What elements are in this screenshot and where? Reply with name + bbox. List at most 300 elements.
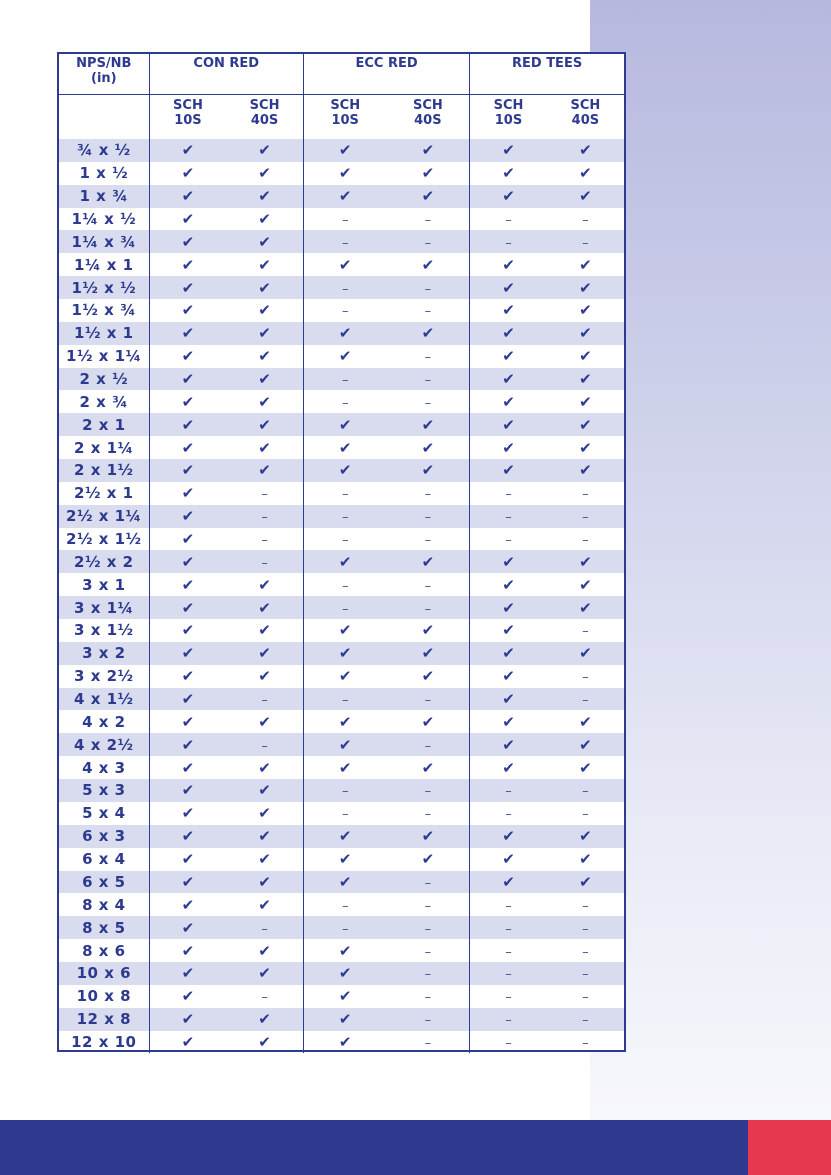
table-row — [59, 871, 624, 894]
availability-cell — [149, 368, 226, 391]
availability-cell — [149, 528, 226, 551]
table-row — [59, 253, 624, 276]
check-icon: ✔ — [579, 735, 592, 754]
check-icon: ✔ — [502, 872, 515, 891]
availability-cell — [303, 848, 386, 871]
size-cell: 3 x 1 — [82, 575, 126, 594]
check-icon: ✔ — [502, 415, 515, 434]
check-icon: ✔ — [421, 461, 435, 480]
check-icon: ✔ — [181, 598, 195, 617]
dash-icon: – — [424, 578, 432, 594]
availability-cell — [303, 230, 386, 253]
size-cell: 2 x 1½ — [59, 459, 149, 482]
availability-cell — [547, 665, 624, 688]
availability-cell — [303, 893, 386, 916]
size-cell: 8 x 5 — [59, 916, 149, 939]
check-icon: ✔ — [181, 712, 195, 731]
dash-icon: – — [424, 944, 432, 960]
size-cell: 6 x 4 — [82, 850, 126, 869]
availability-cell — [303, 162, 386, 185]
availability-cell — [547, 848, 624, 871]
group-header-ecc-red: ECC RED — [303, 54, 469, 95]
check-icon: ✔ — [258, 1010, 271, 1029]
subheader-tees-sch10s: SCH 10S — [470, 95, 547, 140]
size-cell: 1 x ¾ — [59, 185, 149, 208]
size-cell: 1½ x 1¼ — [66, 347, 142, 366]
check-icon: ✔ — [421, 255, 435, 274]
size-cell: 3 x 1¼ — [59, 596, 149, 619]
availability-cell — [470, 139, 547, 162]
check-icon: ✔ — [502, 347, 515, 366]
size-cell: 2 x ¾ — [79, 392, 129, 411]
availability-cell — [387, 368, 470, 391]
dash-icon: – — [505, 921, 512, 937]
check-icon: ✔ — [421, 164, 435, 183]
availability-cell — [547, 779, 624, 802]
check-icon: ✔ — [258, 941, 271, 960]
dash-icon: – — [582, 784, 589, 800]
check-icon: ✔ — [258, 667, 271, 686]
check-icon: ✔ — [338, 438, 352, 457]
dash-icon: – — [424, 235, 432, 251]
availability-cell — [387, 573, 470, 596]
availability-cell — [226, 619, 303, 642]
table-row — [59, 505, 624, 528]
availability-cell — [387, 848, 470, 871]
check-icon: ✔ — [579, 758, 592, 777]
availability-cell — [547, 1031, 624, 1054]
availability-cell — [149, 322, 226, 345]
availability-cell — [470, 253, 547, 276]
dash-icon: – — [341, 693, 349, 709]
check-icon: ✔ — [181, 895, 195, 914]
check-icon: ✔ — [181, 850, 195, 869]
check-icon: ✔ — [258, 964, 271, 983]
availability-cell — [387, 1008, 470, 1031]
table-row — [59, 208, 624, 231]
size-cell: 5 x 3 — [59, 779, 149, 802]
check-icon: ✔ — [579, 324, 592, 343]
check-icon: ✔ — [421, 827, 435, 846]
availability-cell — [387, 322, 470, 345]
availability-cell — [387, 208, 470, 231]
check-icon: ✔ — [181, 690, 195, 709]
header-row-groups — [59, 54, 624, 95]
check-icon: ✔ — [502, 255, 515, 274]
check-icon: ✔ — [579, 598, 592, 617]
table-row — [59, 939, 624, 962]
availability-grid — [59, 54, 624, 1053]
dash-icon: – — [505, 784, 512, 800]
dash-icon: – — [582, 235, 589, 251]
check-icon: ✔ — [258, 644, 271, 663]
availability-cell — [387, 139, 470, 162]
availability-cell — [470, 299, 547, 322]
check-icon: ✔ — [502, 758, 515, 777]
size-cell: 2 x 1¼ — [74, 438, 134, 457]
dash-icon: – — [582, 213, 589, 228]
availability-cell — [470, 871, 547, 894]
availability-cell — [547, 688, 624, 711]
subheader-con-sch40s: SCH 40S — [249, 98, 280, 128]
check-icon: ✔ — [181, 370, 195, 389]
table-row — [59, 1008, 624, 1031]
size-cell: 12 x 8 — [59, 1008, 149, 1031]
check-icon: ✔ — [338, 621, 352, 640]
availability-cell — [303, 985, 386, 1008]
availability-cell — [303, 139, 386, 162]
availability-cell — [226, 756, 303, 779]
dash-icon: – — [341, 373, 349, 389]
dash-icon: – — [582, 487, 589, 503]
availability-cell — [547, 162, 624, 185]
availability-cell — [226, 596, 303, 619]
check-icon: ✔ — [338, 872, 352, 891]
table-row — [59, 733, 624, 756]
availability-cell — [387, 893, 470, 916]
availability-cell — [149, 208, 226, 231]
availability-cell — [226, 368, 303, 391]
dash-icon: – — [424, 304, 432, 320]
dash-icon: – — [424, 281, 432, 297]
check-icon: ✔ — [421, 187, 435, 206]
availability-cell — [226, 505, 303, 528]
check-icon: ✔ — [181, 530, 195, 549]
table-row — [59, 688, 624, 711]
availability-cell — [547, 390, 624, 413]
availability-cell — [226, 985, 303, 1008]
check-icon: ✔ — [258, 621, 271, 640]
availability-cell — [149, 916, 226, 939]
size-column-spacer — [59, 95, 149, 140]
check-icon: ✔ — [502, 324, 515, 343]
availability-cell — [226, 253, 303, 276]
check-icon: ✔ — [258, 1032, 271, 1051]
dash-icon: – — [582, 990, 589, 1006]
availability-cell — [387, 505, 470, 528]
dash-icon: – — [424, 213, 432, 228]
availability-cell — [303, 185, 386, 208]
availability-cell — [387, 459, 470, 482]
availability-cell — [470, 413, 547, 436]
availability-cell — [470, 779, 547, 802]
check-icon: ✔ — [258, 895, 271, 914]
availability-cell — [149, 939, 226, 962]
check-icon: ✔ — [181, 964, 195, 983]
check-icon: ✔ — [502, 575, 515, 594]
check-icon: ✔ — [258, 370, 271, 389]
table-row — [59, 322, 624, 345]
availability-cell — [303, 596, 386, 619]
check-icon: ✔ — [338, 347, 352, 366]
table-row — [59, 185, 624, 208]
check-icon: ✔ — [502, 187, 515, 206]
size-cell: 1¼ x ½ — [71, 210, 137, 228]
availability-cell — [303, 482, 386, 505]
table-row — [59, 368, 624, 391]
availability-cell — [303, 802, 386, 825]
check-icon: ✔ — [181, 278, 195, 297]
availability-cell — [226, 390, 303, 413]
size-cell: 1½ x ½ — [59, 276, 149, 299]
check-icon: ✔ — [502, 370, 515, 389]
size-cell: 4 x 1½ — [59, 688, 149, 711]
size-cell: 2½ x 2 — [59, 550, 149, 573]
check-icon: ✔ — [181, 827, 195, 846]
check-icon: ✔ — [502, 827, 515, 846]
size-cell: ¾ x ½ — [59, 139, 149, 162]
availability-cell — [226, 1008, 303, 1031]
check-icon: ✔ — [258, 210, 271, 228]
reducer-availability-table — [57, 52, 626, 1052]
check-icon: ✔ — [181, 1032, 195, 1051]
availability-cell — [226, 185, 303, 208]
availability-cell — [547, 299, 624, 322]
availability-cell — [387, 1031, 470, 1054]
availability-cell — [470, 1008, 547, 1031]
availability-cell — [387, 596, 470, 619]
availability-cell — [547, 528, 624, 551]
table-row — [59, 802, 624, 825]
availability-cell — [149, 596, 226, 619]
check-icon: ✔ — [338, 552, 352, 571]
availability-cell — [470, 962, 547, 985]
check-icon: ✔ — [502, 438, 515, 457]
size-cell: 5 x 4 — [82, 804, 126, 823]
dash-icon: – — [505, 487, 512, 503]
dash-icon: – — [505, 898, 512, 914]
availability-cell — [547, 825, 624, 848]
availability-cell — [303, 733, 386, 756]
availability-cell — [149, 665, 226, 688]
check-icon: ✔ — [338, 758, 352, 777]
subheader-tees-sch40s: SCH 40S — [570, 98, 601, 128]
check-icon: ✔ — [181, 758, 195, 777]
availability-cell — [387, 779, 470, 802]
check-icon: ✔ — [579, 347, 592, 366]
check-icon: ✔ — [338, 324, 352, 343]
availability-cell — [226, 825, 303, 848]
check-icon: ✔ — [258, 347, 271, 366]
check-icon: ✔ — [258, 872, 271, 891]
check-icon: ✔ — [181, 347, 195, 366]
dash-icon: – — [261, 738, 268, 754]
table-row — [59, 413, 624, 436]
dash-icon: – — [505, 510, 512, 526]
availability-cell — [387, 825, 470, 848]
dash-icon: – — [582, 533, 589, 549]
availability-cell — [470, 939, 547, 962]
availability-cell — [149, 733, 226, 756]
availability-cell — [547, 253, 624, 276]
availability-cell — [226, 208, 303, 231]
dash-icon: – — [582, 1013, 589, 1029]
availability-cell — [470, 208, 547, 231]
check-icon: ✔ — [421, 644, 435, 663]
availability-cell — [226, 848, 303, 871]
availability-cell — [149, 688, 226, 711]
check-icon: ✔ — [338, 164, 352, 183]
availability-cell — [470, 802, 547, 825]
availability-cell — [303, 436, 386, 459]
check-icon: ✔ — [579, 301, 592, 320]
availability-cell — [387, 962, 470, 985]
availability-cell — [470, 733, 547, 756]
availability-cell — [149, 802, 226, 825]
check-icon: ✔ — [181, 392, 195, 411]
availability-cell — [547, 413, 624, 436]
availability-cell — [387, 665, 470, 688]
availability-cell — [149, 1008, 226, 1031]
check-icon: ✔ — [502, 552, 515, 571]
availability-cell — [303, 322, 386, 345]
availability-cell — [387, 185, 470, 208]
availability-cell — [387, 436, 470, 459]
check-icon: ✔ — [579, 415, 592, 434]
table-row — [59, 893, 624, 916]
table-row — [59, 436, 624, 459]
availability-cell — [226, 871, 303, 894]
size-cell: 1¼ x 1 — [74, 255, 134, 274]
availability-cell — [470, 756, 547, 779]
availability-cell — [470, 322, 547, 345]
size-cell: 4 x 2 — [82, 712, 126, 731]
availability-cell — [470, 162, 547, 185]
availability-cell — [149, 505, 226, 528]
availability-cell — [387, 756, 470, 779]
availability-cell — [226, 939, 303, 962]
dash-icon: – — [505, 1013, 512, 1029]
size-cell: 8 x 6 — [82, 941, 126, 960]
availability-cell — [547, 459, 624, 482]
availability-cell — [547, 1008, 624, 1031]
table-row — [59, 619, 624, 642]
availability-cell — [470, 688, 547, 711]
check-icon: ✔ — [579, 187, 592, 206]
availability-cell — [303, 939, 386, 962]
availability-cell — [470, 573, 547, 596]
availability-cell — [149, 893, 226, 916]
availability-cell — [303, 368, 386, 391]
availability-cell — [149, 459, 226, 482]
availability-cell — [387, 916, 470, 939]
availability-cell — [387, 710, 470, 733]
check-icon: ✔ — [181, 301, 195, 320]
availability-cell — [470, 482, 547, 505]
dash-icon: – — [341, 281, 349, 297]
dash-icon: – — [582, 967, 589, 983]
dash-icon: – — [582, 693, 589, 709]
table-row — [59, 162, 624, 185]
check-icon: ✔ — [421, 850, 435, 869]
dash-icon: – — [424, 738, 432, 754]
availability-cell — [226, 299, 303, 322]
check-icon: ✔ — [502, 461, 515, 480]
dash-icon: – — [424, 807, 432, 823]
dash-icon: – — [424, 533, 432, 549]
table-row — [59, 482, 624, 505]
table-row — [59, 230, 624, 253]
check-icon: ✔ — [181, 141, 195, 160]
availability-cell — [149, 825, 226, 848]
availability-cell — [303, 573, 386, 596]
availability-cell — [470, 550, 547, 573]
availability-cell — [226, 322, 303, 345]
check-icon: ✔ — [181, 232, 195, 251]
check-icon: ✔ — [181, 804, 195, 823]
check-icon: ✔ — [181, 941, 195, 960]
availability-cell — [387, 253, 470, 276]
dash-icon: – — [261, 990, 268, 1006]
availability-cell — [303, 871, 386, 894]
availability-cell — [387, 802, 470, 825]
check-icon: ✔ — [579, 392, 592, 411]
availability-cell — [547, 573, 624, 596]
check-icon: ✔ — [181, 484, 195, 503]
availability-cell — [149, 482, 226, 505]
check-icon: ✔ — [502, 278, 515, 297]
check-icon: ✔ — [502, 392, 515, 411]
availability-cell — [547, 436, 624, 459]
check-icon: ✔ — [579, 370, 592, 389]
table-row — [59, 390, 624, 413]
availability-cell — [226, 962, 303, 985]
availability-cell — [226, 710, 303, 733]
availability-cell — [470, 505, 547, 528]
check-icon: ✔ — [258, 415, 271, 434]
availability-cell — [226, 139, 303, 162]
check-icon: ✔ — [338, 1032, 352, 1051]
dash-icon: – — [582, 921, 589, 937]
table-row — [59, 825, 624, 848]
dash-icon: – — [424, 601, 432, 617]
availability-cell — [387, 642, 470, 665]
group-header-con-red: CON RED — [149, 54, 303, 95]
availability-cell — [303, 779, 386, 802]
check-icon: ✔ — [181, 621, 195, 640]
availability-cell — [387, 871, 470, 894]
availability-cell — [303, 1031, 386, 1054]
table-row — [59, 848, 624, 871]
availability-cell — [226, 665, 303, 688]
availability-cell — [547, 505, 624, 528]
check-icon: ✔ — [181, 575, 195, 594]
availability-cell — [149, 299, 226, 322]
check-icon: ✔ — [579, 872, 592, 891]
check-icon: ✔ — [421, 758, 435, 777]
check-icon: ✔ — [258, 827, 271, 846]
check-icon: ✔ — [181, 667, 195, 686]
size-cell: 12 x 10 — [71, 1032, 137, 1051]
check-icon: ✔ — [258, 850, 271, 869]
availability-cell — [226, 528, 303, 551]
check-icon: ✔ — [579, 141, 592, 160]
check-icon: ✔ — [181, 644, 195, 663]
availability-cell — [303, 208, 386, 231]
dash-icon: – — [505, 533, 512, 549]
table-row — [59, 756, 624, 779]
dash-icon: – — [424, 373, 432, 389]
availability-cell — [303, 665, 386, 688]
check-icon: ✔ — [181, 164, 195, 183]
size-cell: 2½ x 1½ — [66, 530, 142, 549]
check-icon: ✔ — [421, 141, 435, 160]
dash-icon: – — [261, 533, 268, 549]
dash-icon: – — [505, 235, 512, 251]
availability-cell — [547, 322, 624, 345]
check-icon: ✔ — [258, 164, 271, 183]
check-icon: ✔ — [181, 735, 195, 754]
